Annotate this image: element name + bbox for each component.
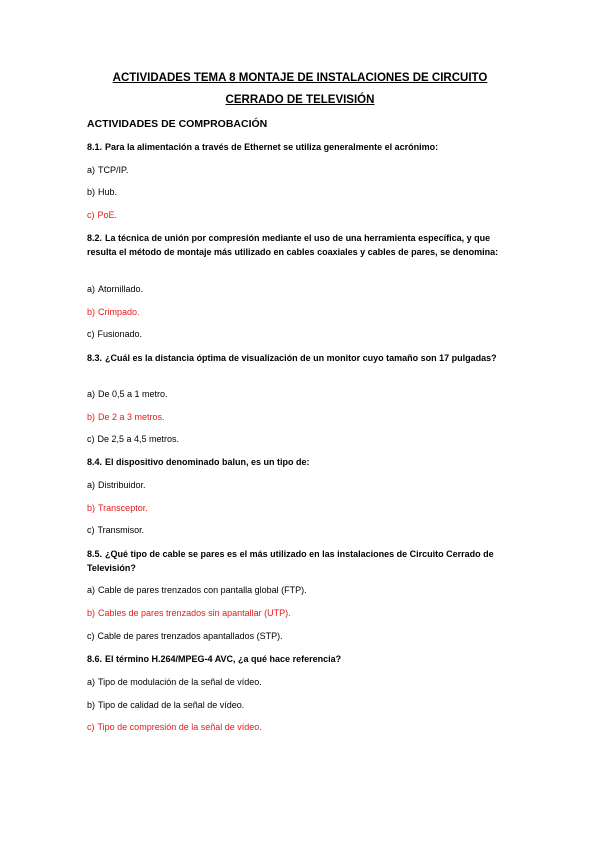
question-8-6 [87,652,512,666]
question-number: 8.4. [87,457,103,467]
option-letter: c) [87,722,95,732]
question-number: 8.3. [87,353,103,363]
question-8-4 [87,455,512,469]
option-letter: c) [87,329,95,339]
option-8-3-b-correct [87,410,165,424]
option-letter: b) [87,187,96,197]
option-letter: a) [87,389,96,399]
option-8-6-a [87,675,262,689]
option-8-2-b-correct [87,305,140,319]
option-text: Transceptor. [98,503,148,513]
option-letter: b) [87,412,96,422]
document-title-line-1: ACTIVIDADES TEMA 8 MONTAJE DE INSTALACIONES DE CIRCUITO [112,72,488,84]
option-text: De 2 a 3 metros. [98,412,165,422]
option-text: Tipo de compresión de la señal de vídeo. [97,722,262,732]
question-text: ¿Cuál es la distancia óptima de visualización de un monitor cuyo tamaño son 17 pulgadas? [105,353,497,363]
option-letter: b) [87,307,96,317]
option-text: Distribuidor. [98,480,146,490]
question-8-5 [87,547,512,575]
option-letter: a) [87,585,96,595]
question-text: El término H.264/MPEG-4 AVC, ¿a qué hace referencia? [105,654,342,664]
option-letter: b) [87,503,96,513]
option-letter: a) [87,165,96,175]
question-number: 8.5. [87,549,103,559]
section-heading: ACTIVIDADES DE COMPROBACIÓN [87,118,268,130]
question-8-3 [87,351,512,365]
question-number: 8.6. [87,654,103,664]
option-8-5-a [87,583,307,597]
question-text: ¿Qué tipo de cable se pares es el más utilizado en las instalaciones de Circuito Cerrado de Televisión? [87,549,494,573]
option-8-3-a [87,387,168,401]
question-number: 8.2. [87,233,103,243]
option-8-1-c-correct [87,208,117,222]
option-8-2-c [87,327,142,341]
option-text: De 0,5 a 1 metro. [98,389,168,399]
option-text: Hub. [98,187,118,197]
question-text: Para la alimentación a través de Ethernet se utiliza generalmente el acrónimo: [105,142,439,152]
option-8-2-a [87,282,143,296]
option-text: Fusionado. [97,329,143,339]
option-text: Cables de pares trenzados sin apantallar (UTP). [98,608,291,618]
option-letter: a) [87,284,96,294]
option-text: Cable de pares trenzados apantallados (STP). [97,631,283,641]
option-text: Crimpado. [98,307,140,317]
option-text: TCP/IP. [98,165,129,175]
option-8-5-c [87,629,283,643]
option-letter: b) [87,700,96,710]
option-letter: b) [87,608,96,618]
option-letter: a) [87,677,96,687]
option-letter: c) [87,525,95,535]
option-text: Atornillado. [98,284,144,294]
option-8-6-b [87,698,244,712]
option-8-6-c-correct [87,720,262,734]
option-text: Tipo de calidad de la señal de vídeo. [98,700,245,710]
option-text: Tipo de modulación de la señal de vídeo. [98,677,262,687]
option-text: De 2,5 a 4,5 metros. [97,434,180,444]
option-text: Cable de pares trenzados con pantalla global (FTP). [98,585,307,595]
option-8-1-b [87,185,117,199]
option-text: Transmisor. [97,525,145,535]
question-8-1 [87,140,512,154]
option-letter: a) [87,480,96,490]
option-letter: c) [87,631,95,641]
option-8-4-c [87,523,144,537]
question-number: 8.1. [87,142,103,152]
option-text: PoE. [97,210,118,220]
question-text: La técnica de unión por compresión mediante el uso de una herramienta específica, y que resulta el método de montaje más utilizado en cables coaxiales y cables de pares, se denomina: [87,233,499,257]
option-8-4-b-correct [87,501,148,515]
document-title-line-2: CERRADO DE TELEVISIÓN [225,94,375,106]
option-8-1-a [87,163,128,177]
option-8-5-b-correct [87,606,291,620]
question-8-2 [87,231,512,259]
option-8-4-a [87,478,146,492]
option-letter: c) [87,210,95,220]
question-text: El dispositivo denominado balun, es un tipo de: [105,457,310,467]
option-letter: c) [87,434,95,444]
option-8-3-c [87,432,179,446]
